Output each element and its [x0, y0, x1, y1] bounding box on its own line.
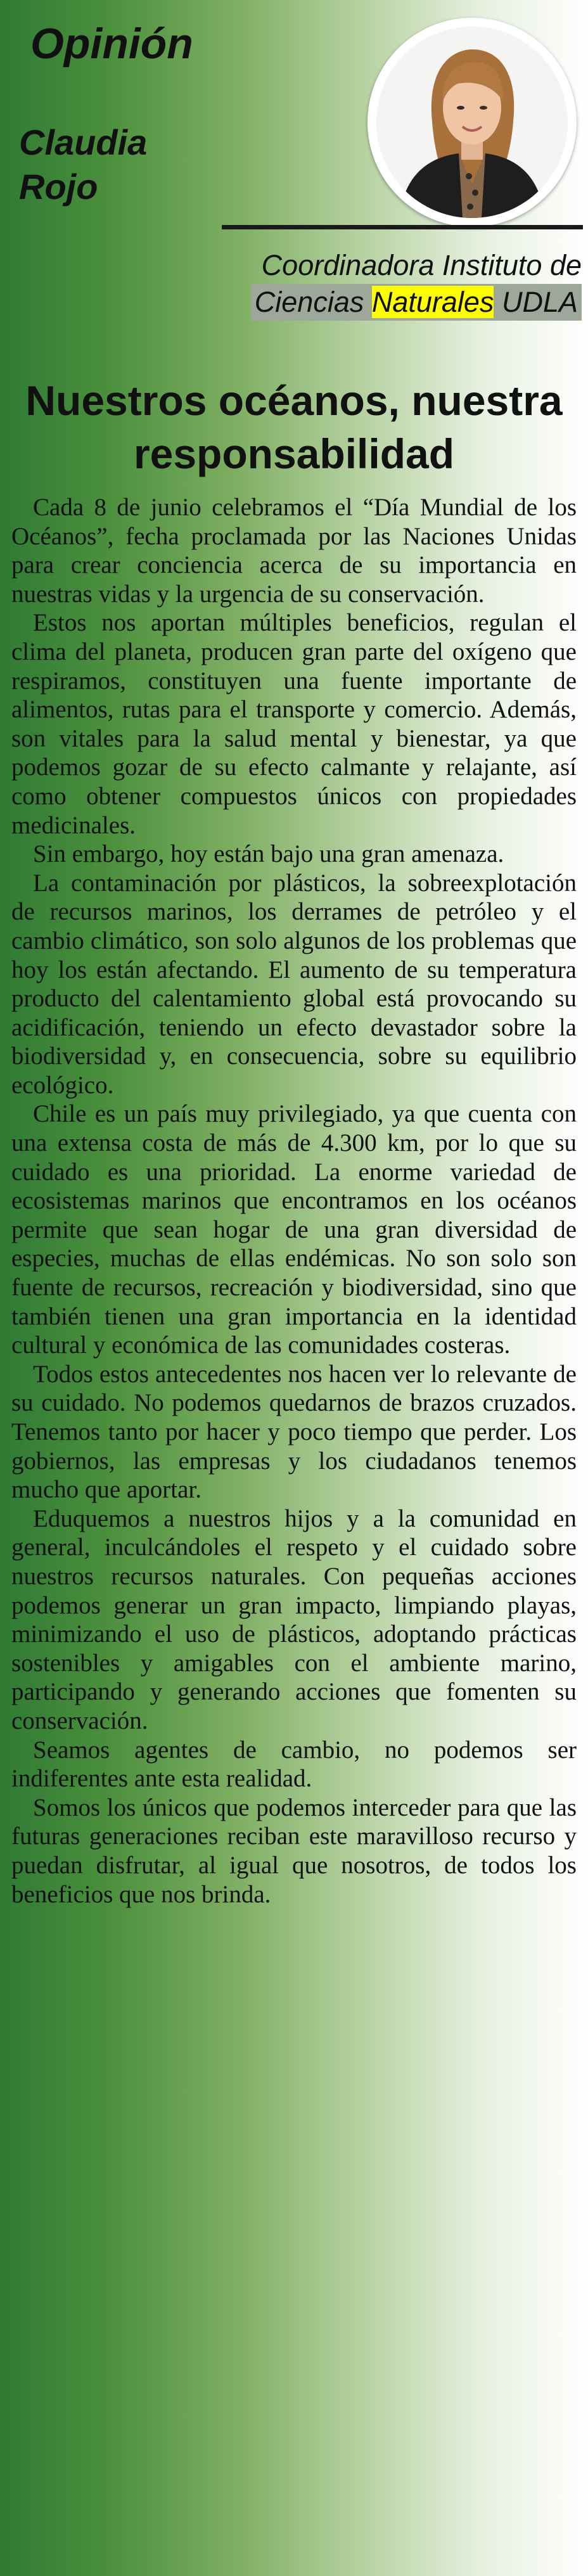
author-role [251, 247, 582, 321]
article-title: Nuestros océanos, nuestra responsabilidad [25, 377, 563, 477]
paragraph: Eduquemos a nuestros hijos y a la comunidad en general, inculcándoles el respeto y el cuidado sobre nuestros recursos naturales. Con pequeñas acciones podemos generar un gran impacto, limpiando playas, minimizando el uso de plásticos, adoptando prácticas sostenibles y amigables con el ambiente marino, participando y generando acciones que fomenten su conservación. [11, 1504, 577, 1734]
paragraph: Seamos agentes de cambio, no podemos ser indiferentes ante esta realidad. [11, 1736, 577, 1793]
paragraph: Todos estos antecedentes nos hacen ver lo relevante de su cuidado. No podemos quedarnos de brazos cruzados. Tenemos tanto por hacer y poco tiempo que perder. Los gobiernos, las empresas y los ciudadanos tenemos mucho que aportar. [11, 1360, 577, 1504]
header-divider [222, 225, 583, 229]
article-header [0, 0, 588, 355]
author-last-name: Rojo [19, 167, 98, 207]
role-highlight: Naturales [371, 286, 494, 318]
article-body [11, 493, 577, 1909]
author-photo [376, 27, 568, 218]
paragraph: Cada 8 de junio celebramos el “Día Mundial de los Océanos”, fecha proclamada por las Naciones Unidas para crear conciencia acerca de su importancia en nuestras vidas y la urgencia de su conservación. [11, 494, 577, 608]
role-line-2 [251, 284, 582, 321]
role-line-2-start: Ciencias [254, 286, 372, 318]
paragraph: Sin embargo, hoy están bajo una gran amenaza. [33, 840, 504, 868]
paragraph: Chile es un país muy privilegiado, ya que cuenta con una extensa costa de más de 4.300 km, por lo que su cuidado es una prioridad. La enorme variedad de ecosistemas marinos que encontramos en los océanos permite que sean hogar de una gran diversidad de especies, muchas de ellas endémicas. No son solo son fuente de recursos, recreación y biodiversidad, sino que también tienen una gran importancia en la identidad cultural y económica de las comunidades costeras. [11, 1100, 577, 1359]
author-photo-frame [368, 18, 577, 227]
author-first-name: Claudia [19, 122, 148, 162]
paragraph: Estos nos aportan múltiples beneficios, regulan el clima del planeta, producen gran parte del oxígeno que respiramos, constituyen una fuente importante de alimentos, rutas para el transporte y comercio. Además, son vitales para la salud mental y bienestar, ya que podemos gozar de su efecto calmante y relajante, así como obtener compuestos únicos con propiedades medicinales. [11, 609, 577, 839]
role-line-1: Coordinadora Instituto de [261, 249, 582, 281]
paragraph: Somos los únicos que podemos interceder para que las futuras generaciones reciban este maravilloso recurso y puedan disfrutar, al igual que nosotros, de todos los beneficios que nos brinda. [11, 1793, 577, 1908]
paragraph: La contaminación por plásticos, la sobreexplotación de recursos marinos, los derrames de petróleo y el cambio climático, son solo algunos de los problemas que hoy los están afectando. El aumento de su temperatura producto del calentamiento global está provocando su acidificación, teniendo un efecto devastador sobre la biodiversidad y, en consecuencia, sobre su equilibrio ecológico. [11, 869, 577, 1099]
section-label: Opinión [30, 20, 193, 68]
author-portrait-illustration [376, 27, 568, 218]
author-name [19, 120, 184, 209]
role-line-2-end: UDLA [494, 286, 578, 318]
